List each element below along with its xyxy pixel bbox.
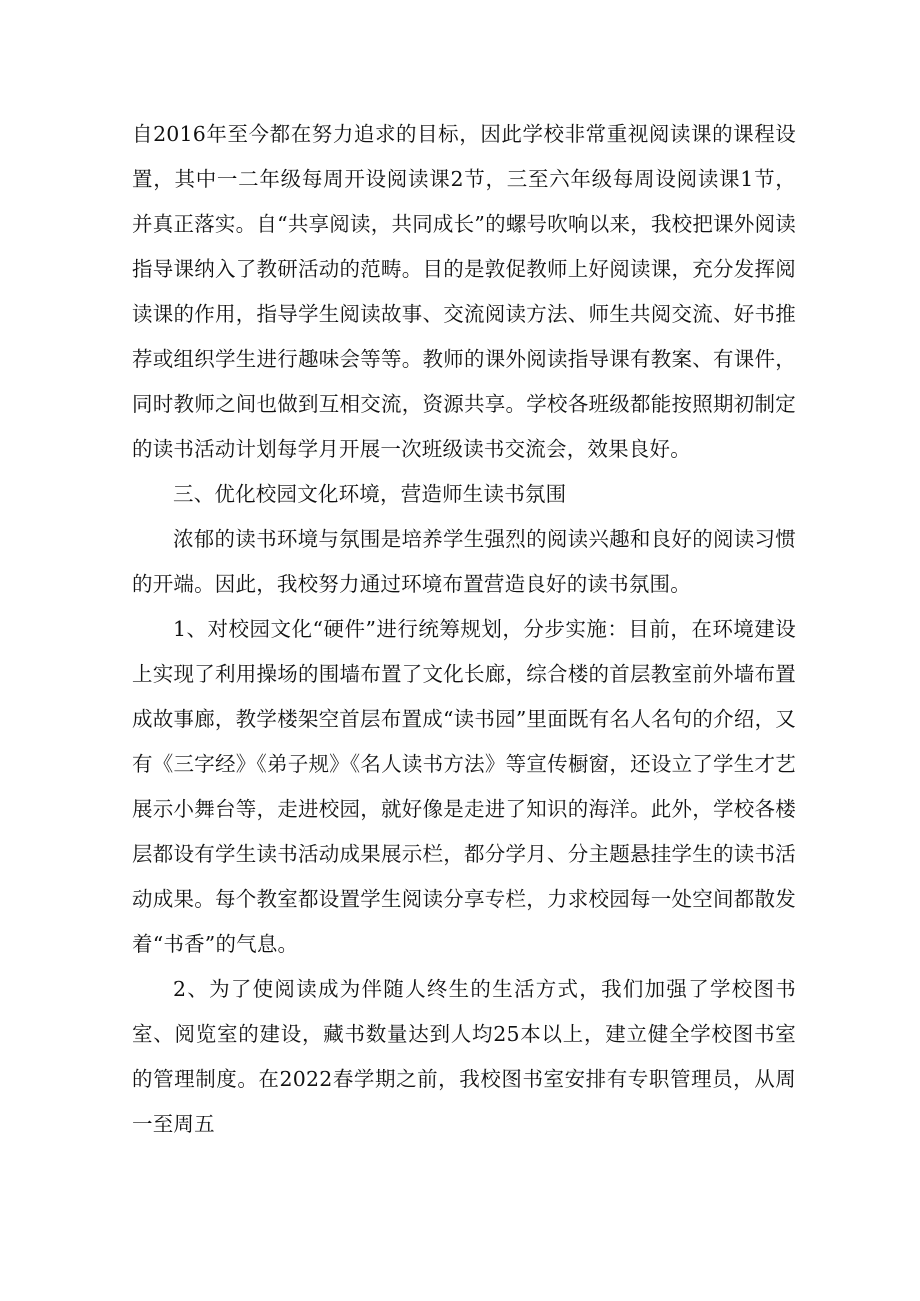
section-heading-campus-culture: 三、优化校园文化环境，营造师生读书氛围 — [173, 482, 567, 506]
paragraph-reading-atmosphere: 浓郁的读书环境与氛围是培养学生强烈的阅读兴趣和良好的阅读习惯的开端。因此，我校努力通过环境布置营造良好的读书氛围。 — [132, 527, 796, 596]
document-body — [132, 112, 796, 1147]
paragraph-reading-class-schedule: 自2016年至今都在努力追求的目标，因此学校非常重视阅读课的课程设置，其中一二年级每周开设阅读课2节，三至六年级每周设阅读课1节，并真正落实。自“共享阅读，共同成长”的螺号吹响以来，我校把课外阅读指导课纳入了教研活动的范畴。目的是敦促教师上好阅读课，充分发挥阅读课的作用，指导学生阅读故事、交流阅读方法、师生共阅交流、好书推荐或组织学生进行趣味会等等。教师的课外阅读指导课有教案、有课件，同时教师之间也做到互相交流，资源共享。学校各班级都能按照期初制定的读书活动计划每学月开展一次班级读书交流会，效果良好。 — [132, 122, 796, 461]
paragraph-item-2-library: 2、为了使阅读成为伴随人终生的生活方式，我们加强了学校图书室、阅览室的建设，藏书数量达到人均25本以上，建立健全学校图书室的管理制度。在2022春学期之前，我校图书室安排有专职管理员，从周一至周五 — [132, 977, 796, 1136]
paragraph-item-1-campus-hardware: 1、对校园文化“硬件”进行统筹规划，分步实施：目前，在环境建设上实现了利用操场的围墙布置了文化长廊，综合楼的首层教室前外墙布置成故事廊，教学楼架空首层布置成“读书园”里面既有名人名句的介绍，又有《三字经》《弟子规》《名人读书方法》等宣传橱窗，还设立了学生才艺展示小舞台等，走进校园，就好像是走进了知识的海洋。此外，学校各楼层都设有学生读书活动成果展示栏，都分学月、分主题悬挂学生的读书活动成果。每个教室都设置学生阅读分享专栏，力求校园每一处空间都散发着“书香”的气息。 — [132, 617, 796, 956]
